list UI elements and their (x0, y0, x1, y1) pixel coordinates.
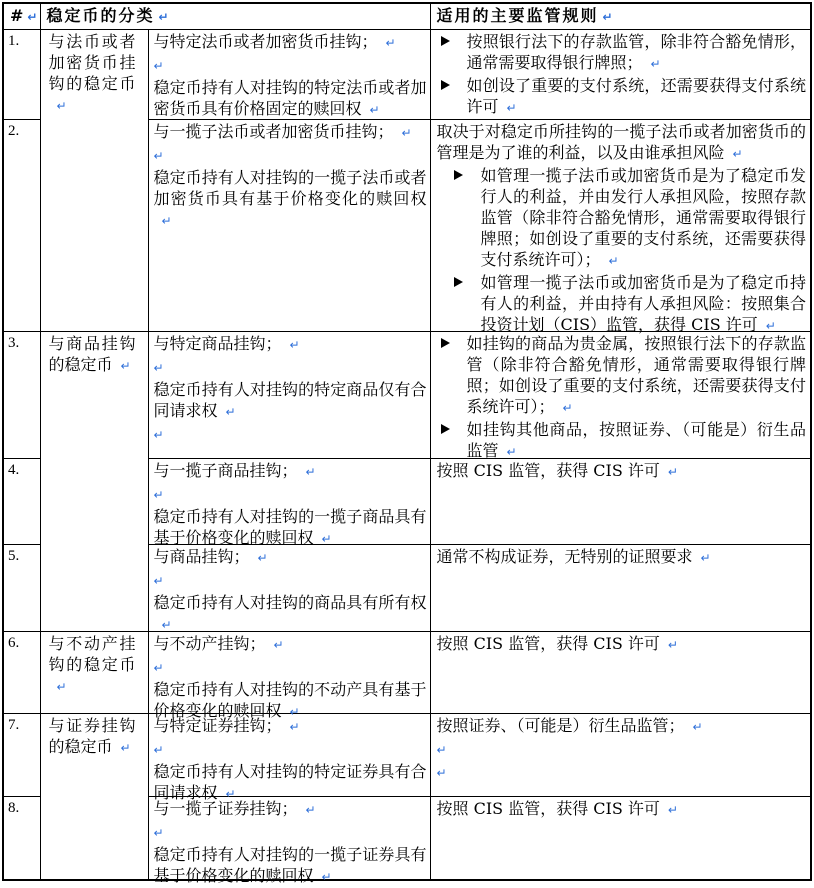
line-break-mark: ↵ (667, 638, 678, 652)
rules-text: 按照 CIS 监管，获得 CIS 许可 ↵ (436, 634, 678, 653)
line-break-mark: ↵ (562, 401, 573, 415)
line-break-mark: ↵ (321, 532, 332, 546)
feature-cell (148, 120, 430, 332)
line-break-mark: ↵ (158, 10, 169, 24)
blank-line (154, 821, 427, 844)
line-break-mark: ↵ (436, 766, 447, 780)
row-number: 1. (8, 33, 20, 49)
blank-line (437, 761, 807, 784)
row-number: 3. (8, 335, 20, 351)
rules-cell (430, 459, 811, 545)
blank-line (154, 356, 427, 379)
line-break-mark: ↵ (765, 319, 776, 333)
feature-cell (148, 632, 430, 720)
line-break-mark: ↵ (153, 59, 164, 73)
row-number-cell (3, 120, 40, 332)
line-break-mark: ↵ (56, 99, 67, 113)
row-number-cell (3, 30, 40, 120)
row-number-cell (3, 459, 40, 545)
line-break-mark: ↵ (667, 465, 678, 479)
rules-text: 按照证券、（可能是）衍生品监管； ↵ (436, 716, 703, 735)
rules-cell (430, 332, 811, 459)
line-break-mark: ↵ (273, 638, 284, 652)
feature-line: 与特定证券挂钩； ↵ (153, 716, 300, 735)
line-break-mark: ↵ (153, 149, 164, 163)
feature-line: 与一揽子法币或者加密货币挂钩； ↵ (153, 122, 412, 141)
line-break-mark: ↵ (700, 551, 711, 565)
feature-line1: 与特定法币或者加密货币挂钩； (153, 32, 378, 51)
line-break-mark: ↵ (153, 743, 164, 757)
rules-text: 按照 CIS 监管，获得 CIS 许可 ↵ (436, 799, 678, 818)
feature-cell (148, 459, 430, 545)
line-break-mark: ↵ (161, 618, 172, 632)
blank-line (154, 483, 427, 506)
blank-line (154, 423, 427, 446)
feature-paragraph: 稳定币持有人对挂钩的一揽子法币或者加密货币具有基于价格变化的赎回权↵ (153, 168, 427, 228)
line-break-mark: ↵ (56, 680, 67, 694)
bullet-item: 如挂钩其他商品，按照证券、（可能是）衍生品监管 ↵ (437, 419, 807, 463)
blank-line (154, 144, 427, 167)
category-cell (40, 30, 148, 332)
row-number-cell (3, 632, 40, 714)
rules-cell (430, 30, 811, 120)
header-num-cell (3, 3, 40, 30)
rules-cell (430, 632, 811, 714)
feature-paragraph: 稳定币持有人对挂钩的商品具有所有权↵ (153, 593, 427, 632)
rules-cell (430, 545, 811, 632)
rules-cell (430, 797, 811, 880)
feature-cell (148, 332, 430, 459)
line-break-mark: ↵ (27, 10, 38, 24)
rules-cell (430, 120, 811, 332)
line-break-mark: ↵ (305, 803, 316, 817)
line-break-mark: ↵ (608, 254, 619, 268)
header-classification: 稳定币的分类 (46, 6, 155, 25)
line-break-mark: ↵ (305, 465, 316, 479)
arrow-bullet-icon (454, 277, 463, 287)
blank-line (154, 569, 427, 592)
feature-line (154, 31, 427, 54)
line-break-mark: ↵ (321, 870, 332, 884)
row-number: 6. (8, 635, 20, 651)
category-text: 与证券挂钩的稳定币 (48, 716, 136, 756)
header-classification-cell (40, 3, 430, 30)
line-break-mark: ↵ (506, 445, 517, 459)
feature-paragraph: 稳定币持有人对挂钩的一揽子商品具有基于价格变化的赎回权 ↵ (153, 507, 427, 547)
feature-cell (148, 30, 430, 120)
bullet-item: 按照银行法下的存款监管，除非符合豁免情形，通常需要取得银行牌照； ↵ (437, 31, 807, 75)
line-break-mark: ↵ (153, 488, 164, 502)
rules-text: 按照 CIS 监管，获得 CIS 许可 ↵ (436, 461, 678, 480)
blank-line (154, 54, 427, 77)
line-break-mark: ↵ (153, 826, 164, 840)
line-break-mark: ↵ (153, 574, 164, 588)
table-row (3, 632, 811, 714)
arrow-bullet-icon (441, 80, 450, 90)
line-break-mark: ↵ (506, 101, 517, 115)
blank-line (154, 738, 427, 761)
row-number-cell (3, 714, 40, 797)
stablecoin-classification-table (2, 2, 812, 885)
line-break-mark: ↵ (289, 720, 300, 734)
row-number: 2. (8, 123, 20, 139)
header-rules-cell (430, 3, 811, 30)
arrow-bullet-icon (441, 424, 450, 434)
row-number-cell (3, 797, 40, 880)
table-row (3, 30, 811, 120)
bullet-item: 如管理一揽子法币或加密货币是为了稳定币发行人的利益，并由发行人承担风险，按照存款监管（除非符合豁免情形，通常需要取得银行牌照；如创设了重要的支付系统，还需要获得支付系统许可）； ↵ (437, 165, 807, 272)
table-row (3, 332, 811, 459)
feature-line: 与商品挂钩； ↵ (153, 547, 268, 566)
arrow-bullet-icon (441, 338, 450, 348)
category-cell (40, 632, 148, 714)
feature-line: 与一揽子证券挂钩； ↵ (153, 799, 316, 818)
line-break-mark: ↵ (257, 551, 268, 565)
header-rules: 适用的主要监管规则 (436, 6, 599, 25)
arrow-bullet-icon (454, 170, 463, 180)
line-break-mark: ↵ (289, 705, 300, 719)
line-break-mark: ↵ (153, 361, 164, 375)
category-text: 与法币或者加密货币挂钩的稳定币 (48, 32, 136, 93)
blank-line (437, 738, 807, 761)
feature-paragraph: 稳定币持有人对挂钩的不动产具有基于价格变化的赎回权 ↵ (153, 680, 427, 720)
bullet-item: 如挂钩的商品为贵金属，按照银行法下的存款监管（除非符合豁免情形，通常需要取得银行牌照；如创设了重要的支付系统，还需要获得支付系统许可）； ↵ (437, 333, 807, 419)
feature-paragraph: 稳定币持有人对挂钩的特定法币或者加密货币具有价格固定的赎回权 ↵ (153, 78, 427, 118)
line-break-mark: ↵ (225, 405, 236, 419)
feature-paragraph: 稳定币持有人对挂钩的特定商品仅有合同请求权 ↵ (153, 380, 427, 420)
line-break-mark: ↵ (667, 803, 678, 817)
table-header-row (3, 3, 811, 30)
line-break-mark: ↵ (436, 743, 447, 757)
bullet-item: 如管理一揽子法币或加密货币是为了稳定币持有人的利益，并由持有人承担风险：按照集合投资计划（CIS）监管，获得 CIS 许可 ↵ (437, 272, 807, 337)
feature-paragraph: 稳定币持有人对挂钩的特定证券具有合同请求权 ↵ (153, 762, 427, 802)
category-cell (40, 332, 148, 632)
line-break-mark: ↵ (602, 10, 613, 24)
line-break-mark: ↵ (120, 741, 131, 755)
rules-cell (430, 714, 811, 797)
feature-line: 与不动产挂钩； ↵ (153, 634, 284, 653)
row-number: 4. (8, 462, 20, 478)
line-break-mark: ↵ (650, 57, 661, 71)
row-number-cell (3, 332, 40, 459)
line-break-mark: ↵ (369, 103, 380, 117)
row-number: 7. (8, 717, 20, 733)
line-break-mark: ↵ (385, 36, 396, 50)
feature-line: 与特定商品挂钩； ↵ (153, 334, 300, 353)
feature-cell (148, 797, 430, 885)
row-number-cell (3, 545, 40, 632)
header-num: # (10, 6, 26, 25)
line-break-mark: ↵ (732, 147, 743, 161)
table-row (3, 714, 811, 797)
line-break-mark: ↵ (161, 214, 172, 228)
line-break-mark: ↵ (289, 338, 300, 352)
feature-line: 与一揽子商品挂钩； ↵ (153, 461, 316, 480)
line-break-mark: ↵ (692, 720, 703, 734)
line-break-mark: ↵ (153, 428, 164, 442)
category-text: 与不动产挂钩的稳定币 (48, 634, 136, 674)
row-number: 5. (8, 548, 20, 564)
category-text: 与商品挂钩的稳定币 (48, 334, 136, 374)
line-break-mark: ↵ (401, 126, 412, 140)
row-number: 8. (8, 800, 20, 816)
arrow-bullet-icon (441, 36, 450, 46)
line-break-mark: ↵ (153, 661, 164, 675)
line-break-mark: ↵ (120, 359, 131, 373)
feature-paragraph: 稳定币持有人对挂钩的一揽子证券具有基于价格变化的赎回权 ↵ (153, 845, 427, 885)
feature-cell (148, 545, 430, 632)
line-break-mark: ↵ (225, 787, 236, 801)
rules-text: 通常不构成证券，无特别的证照要求 ↵ (436, 547, 711, 566)
bullet-item: 如创设了重要的支付系统，还需要获得支付系统许可 ↵ (437, 75, 807, 119)
feature-cell (148, 714, 430, 802)
blank-line (154, 656, 427, 679)
rules-intro: 取决于对稳定币所挂钩的一揽子法币或者加密货币的管理是为了谁的利益，以及由谁承担风险 ↵ (436, 122, 807, 162)
category-cell (40, 714, 148, 880)
